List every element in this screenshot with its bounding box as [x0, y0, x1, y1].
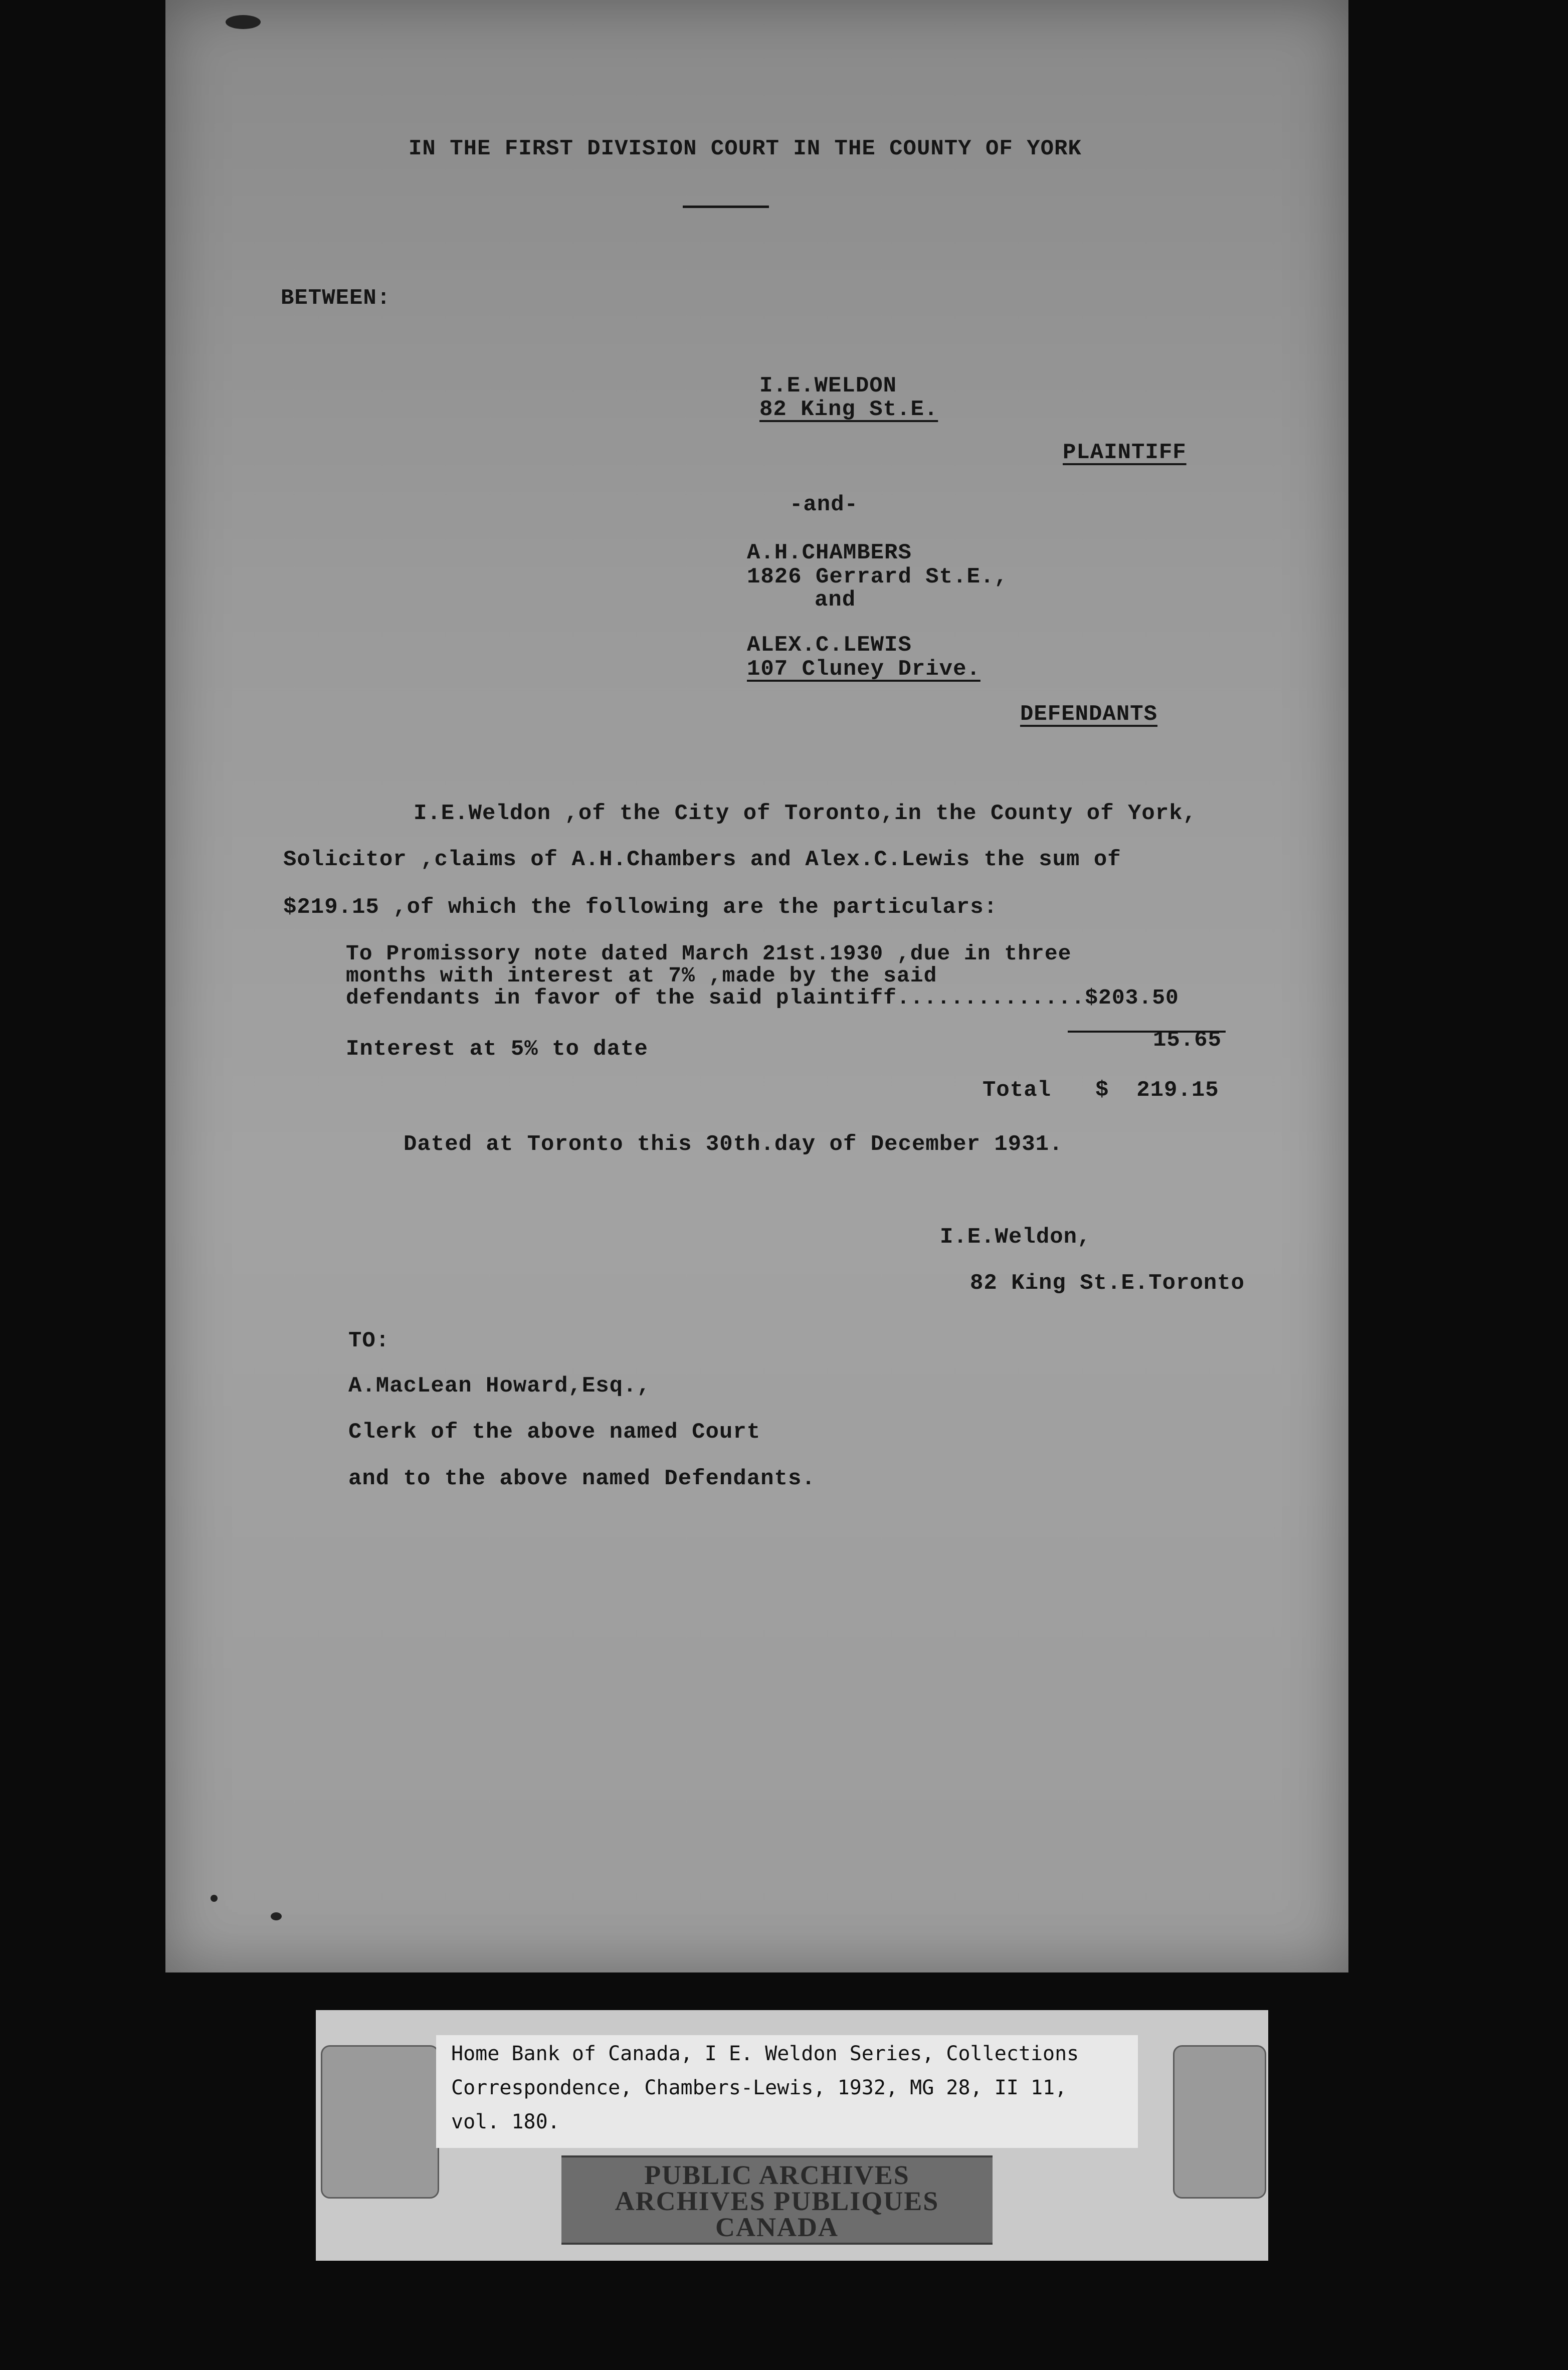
plaintiff-role: PLAINTIFF — [1063, 440, 1187, 465]
archive-reference-label — [436, 2035, 1138, 2148]
to-line-1: A.MacLean Howard,Esq., — [348, 1373, 651, 1399]
stamp-line-2: ARCHIVES PUBLIQUES — [615, 2186, 939, 2216]
particulars-line-3: defendants in favor of the said plaintiff..............$203.50 — [346, 985, 1179, 1010]
defendant-1-name: A.H.CHAMBERS — [747, 540, 912, 565]
plaintiff-address: 82 King St.E. — [759, 397, 938, 422]
ink-speck — [271, 1912, 282, 1920]
total-label: Total — [983, 1078, 1052, 1103]
ink-speck — [211, 1895, 218, 1902]
defendant-1-address: 1826 Gerrard St.E., — [747, 564, 1008, 589]
particulars-line-1: To Promissory note dated March 21st.1930 ,due in three — [346, 941, 1072, 966]
plaintiff-name: I.E.WELDON — [759, 373, 897, 399]
stamp-line-1: PUBLIC ARCHIVES — [644, 2160, 910, 2190]
stamp-line-3: CANADA — [715, 2212, 839, 2242]
defendant-1-conjunction: and — [815, 587, 856, 613]
total-amount: $ 219.15 — [1095, 1078, 1219, 1103]
strip-tab-right — [1173, 2045, 1266, 2199]
archive-label-line-2: Correspondence, Chambers-Lewis, 1932, MG 28, II 11, — [451, 2076, 1067, 2099]
signature-address: 82 King St.E.Toronto — [970, 1271, 1245, 1296]
strip-tab-left — [321, 2045, 439, 2199]
interest-label: Interest at 5% to date — [346, 1037, 648, 1062]
to-line-3: and to the above named Defendants. — [348, 1466, 816, 1491]
archive-label-line-1: Home Bank of Canada, I E. Weldon Series, Collections — [451, 2042, 1079, 2065]
dated-line: Dated at Toronto this 30th.day of December 1931. — [404, 1132, 1063, 1157]
archives-stamp — [561, 2155, 993, 2245]
ink-speck — [226, 15, 261, 29]
signature-name: I.E.Weldon, — [940, 1225, 1091, 1250]
interest-amount: 15.65 — [1153, 1028, 1222, 1053]
court-heading: IN THE FIRST DIVISION COURT IN THE COUNTY OF YORK — [409, 136, 1082, 161]
claim-line-2: Solicitor ,claims of A.H.Chambers and Alex.C.Lewis the sum of — [283, 847, 1121, 872]
and-separator: -and- — [790, 492, 859, 517]
claim-line-1: I.E.Weldon ,of the City of Toronto,in the County of York, — [414, 801, 1197, 826]
defendant-2-name: ALEX.C.LEWIS — [747, 633, 912, 658]
archive-label-line-3: vol. 180. — [451, 2110, 560, 2133]
defendant-2-address: 107 Cluney Drive. — [747, 657, 981, 682]
between-label: BETWEEN: — [281, 286, 391, 311]
particulars-line-2: months with interest at 7% ,made by the said — [346, 963, 937, 988]
claim-line-3: $219.15 ,of which the following are the particulars: — [283, 895, 998, 920]
defendants-role: DEFENDANTS — [1020, 702, 1158, 727]
to-label: TO: — [348, 1328, 390, 1353]
to-line-2: Clerk of the above named Court — [348, 1420, 761, 1445]
heading-rule — [683, 206, 769, 208]
